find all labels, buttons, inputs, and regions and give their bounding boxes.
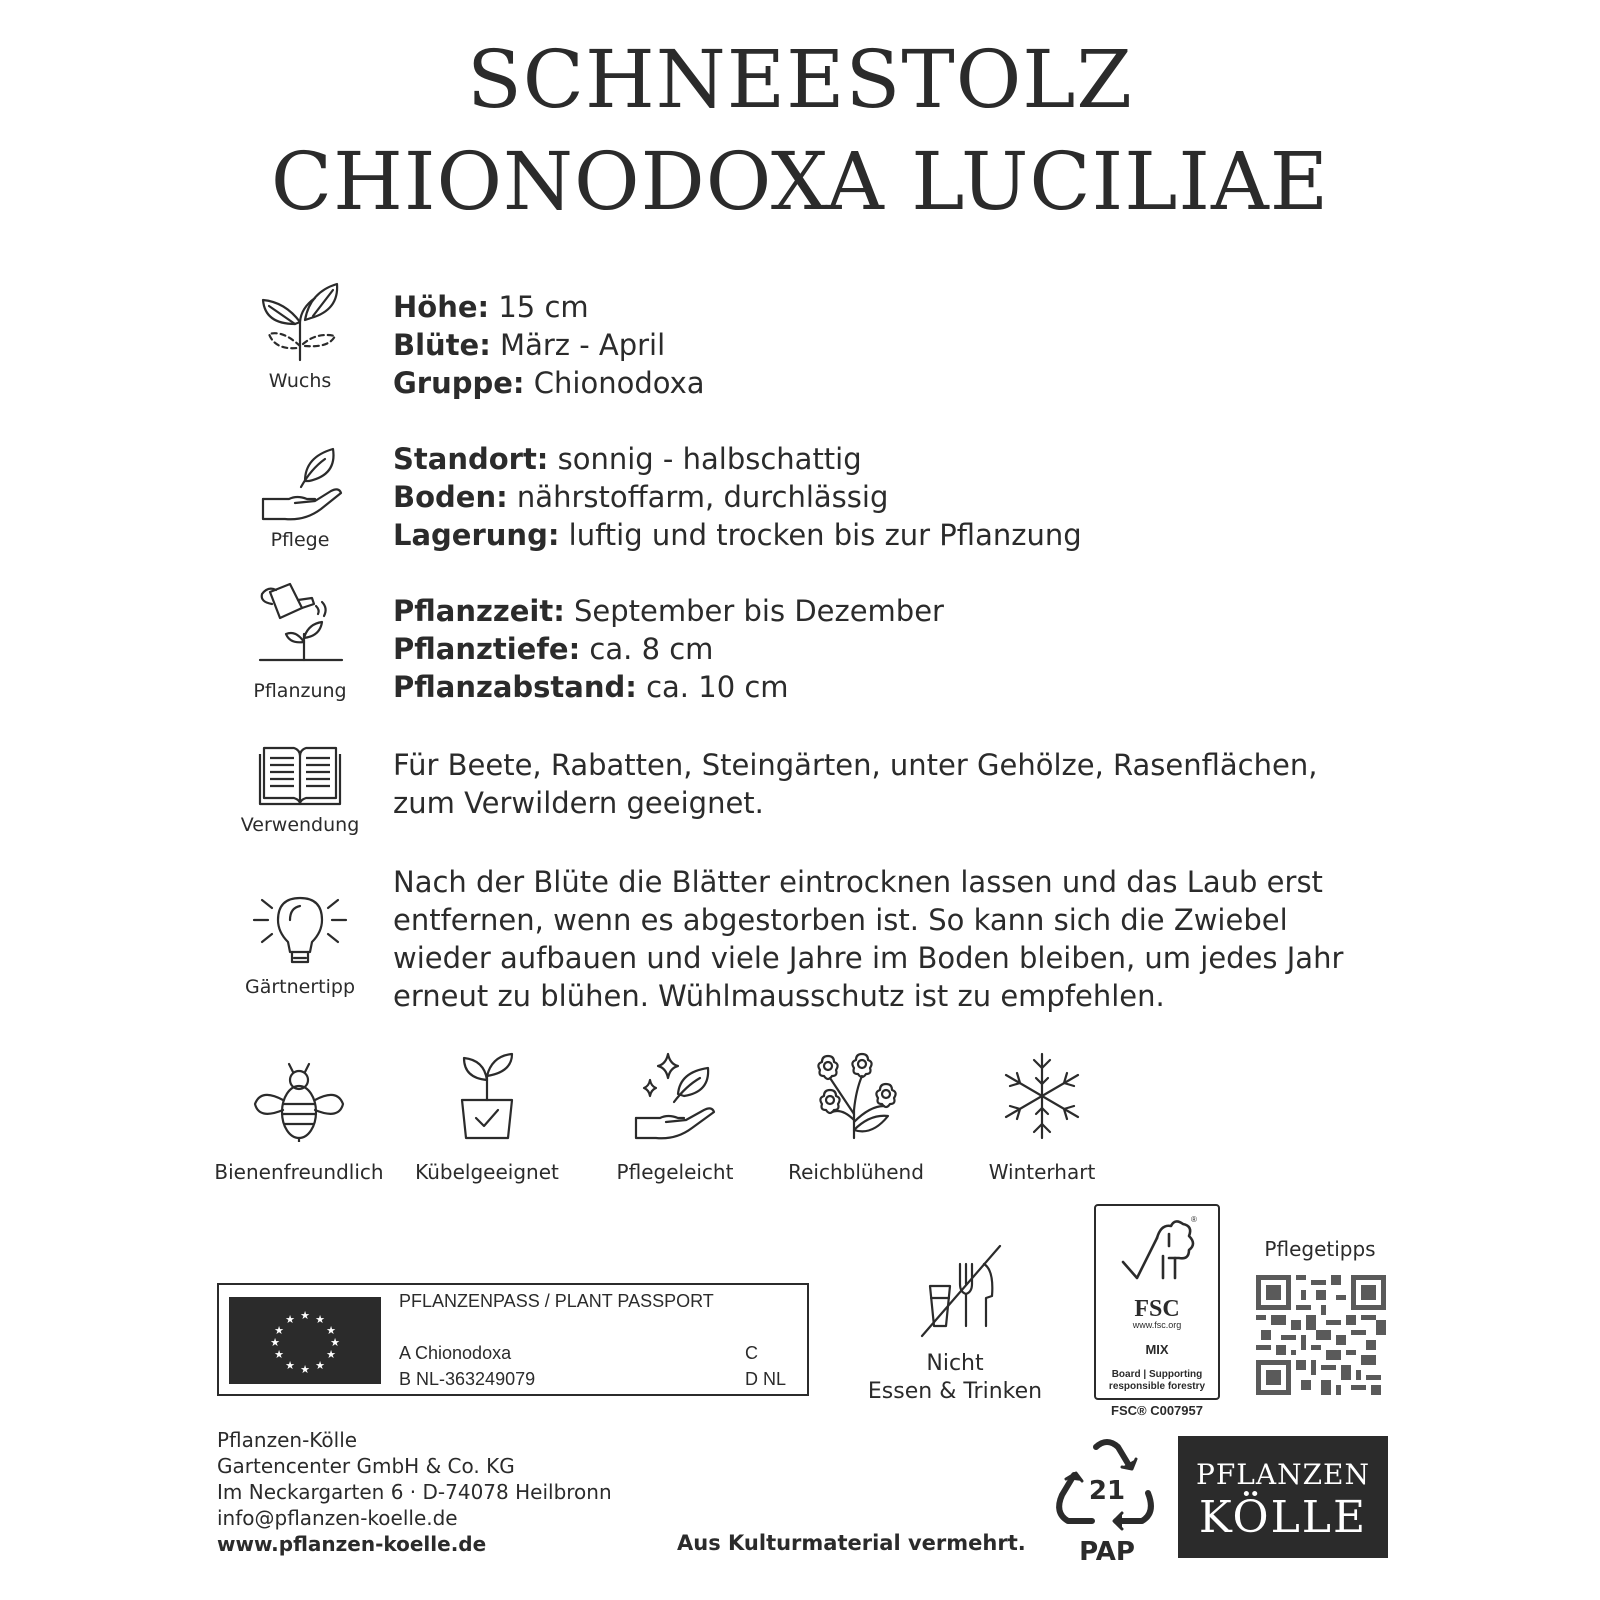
info-row-pflanzabstand bbox=[393, 668, 1393, 706]
pflege-icon-block bbox=[225, 445, 375, 551]
gaertnertipp-label: Gärtnertipp bbox=[244, 976, 356, 998]
bee-icon bbox=[251, 1062, 347, 1142]
verwendung-label: Verwendung bbox=[240, 814, 360, 836]
fsc-url: www.fsc.org bbox=[1132, 1320, 1182, 1330]
address-line-3: Im Neckargarten 6 · D-74078 Heilbronn bbox=[217, 1480, 612, 1504]
info-value: Chionodoxa bbox=[524, 366, 705, 400]
svg-text:★: ★ bbox=[285, 1313, 295, 1326]
svg-text:★: ★ bbox=[274, 1348, 284, 1361]
address-line-1: Pflanzen-Kölle bbox=[217, 1428, 358, 1452]
no-eat-drink-icon bbox=[900, 1240, 1010, 1340]
svg-text:★: ★ bbox=[300, 1363, 310, 1376]
feature-label: Bienenfreundlich bbox=[214, 1160, 384, 1184]
fsc-desc-2: responsible forestry bbox=[1108, 1381, 1206, 1392]
passport-heading: PFLANZENPASS / PLANT PASSPORT bbox=[399, 1291, 714, 1311]
recycling-block bbox=[1052, 1437, 1162, 1567]
company-address bbox=[217, 1427, 612, 1557]
info-row-boden bbox=[393, 478, 1393, 516]
watering-can-icon bbox=[250, 582, 350, 674]
snowflake-icon bbox=[1000, 1050, 1084, 1142]
not-edible-line-2: Essen & Trinken bbox=[867, 1379, 1043, 1404]
pflanzung-info bbox=[393, 592, 1393, 706]
gaertnertipp-text: Nach der Blüte die Blätter eintrocknen lassen und das Laub erst entfernen, wenn es abgestorben ist. So kann sich die Zwiebel wieder aufbauen und viele Jahre im Boden bleiben, um jedes Jahr erneut zu blühen. Wühlmausschutz ist zu empfehlen. bbox=[393, 865, 1344, 1013]
pflanzen-koelle-logo bbox=[1178, 1436, 1388, 1558]
svg-text:★: ★ bbox=[270, 1336, 280, 1349]
info-row-pflanztiefe bbox=[393, 630, 1393, 668]
fsc-code: FSC® C007957 bbox=[1111, 1403, 1203, 1418]
passport-d: D NL bbox=[745, 1369, 787, 1389]
svg-text:®: ® bbox=[1191, 1216, 1197, 1224]
passport-c: C bbox=[745, 1343, 758, 1363]
qr-label: Pflegetipps bbox=[1264, 1237, 1376, 1261]
info-value: ca. 10 cm bbox=[636, 670, 789, 704]
recycling-code: PAP bbox=[1079, 1537, 1135, 1567]
pflanzung-icon-block bbox=[225, 582, 375, 702]
hand-leaf-icon bbox=[255, 445, 345, 523]
info-key: Pflanzabstand: bbox=[393, 670, 637, 704]
info-key: Blüte: bbox=[393, 328, 491, 362]
info-row-bluete bbox=[393, 326, 1393, 364]
info-value: sonnig - halbschattig bbox=[548, 442, 862, 476]
address-line-2: Gartencenter GmbH & Co. KG bbox=[217, 1454, 515, 1478]
logo-line-1: PFLANZEN bbox=[1196, 1458, 1370, 1491]
not-edible-block bbox=[865, 1240, 1045, 1406]
info-value: luftig und trocken bis zur Pflanzung bbox=[559, 518, 1082, 552]
logo-line-2: KÖLLE bbox=[1198, 1492, 1368, 1543]
svg-text:★: ★ bbox=[326, 1348, 336, 1361]
recycling-number: 21 bbox=[1088, 1476, 1126, 1506]
gaertnertipp-icon-block bbox=[225, 890, 375, 998]
info-key: Pflanzzeit: bbox=[393, 594, 565, 628]
wuchs-label: Wuchs bbox=[268, 370, 332, 392]
feature-pflegeleicht bbox=[585, 1062, 765, 1184]
info-value: März - April bbox=[490, 328, 666, 362]
svg-text:★: ★ bbox=[300, 1309, 310, 1322]
address-web[interactable]: www.pflanzen-koelle.de bbox=[217, 1532, 487, 1556]
address-email[interactable]: info@pflanzen-koelle.de bbox=[217, 1506, 458, 1530]
pflege-info bbox=[393, 440, 1393, 554]
info-row-hoehe bbox=[393, 288, 1393, 326]
potted-plant-icon bbox=[452, 1050, 522, 1142]
info-key: Lagerung: bbox=[393, 518, 560, 552]
info-key: Standort: bbox=[393, 442, 549, 476]
wuchs-icon-block bbox=[225, 280, 375, 392]
passport-a: A Chionodoxa bbox=[399, 1343, 512, 1363]
light-bulb-icon bbox=[250, 890, 350, 970]
plant-sprout-icon bbox=[255, 280, 345, 364]
info-key: Pflanztiefe: bbox=[393, 632, 581, 666]
fsc-desc-1: Board | Supporting bbox=[1111, 1369, 1203, 1380]
info-value: ca. 8 cm bbox=[580, 632, 714, 666]
feature-bienenfreundlich bbox=[209, 1062, 389, 1184]
feature-label: Winterhart bbox=[988, 1160, 1096, 1184]
feature-reichbluehend bbox=[766, 1062, 946, 1184]
not-edible-line-1: Nicht bbox=[926, 1351, 984, 1376]
info-value: September bis Dezember bbox=[564, 594, 944, 628]
svg-text:★: ★ bbox=[326, 1324, 336, 1337]
info-key: Gruppe: bbox=[393, 366, 525, 400]
fsc-name: FSC bbox=[1134, 1296, 1180, 1322]
svg-text:★: ★ bbox=[315, 1359, 325, 1372]
plant-passport bbox=[217, 1283, 809, 1396]
verwendung-text: Für Beete, Rabatten, Steingärten, unter Gehölze, Rasenflächen, zum Verwildern geeignet. bbox=[393, 748, 1318, 820]
svg-text:★: ★ bbox=[285, 1359, 295, 1372]
info-value: nährstoffarm, durchlässig bbox=[507, 480, 889, 514]
svg-text:★: ★ bbox=[274, 1324, 284, 1337]
info-row-pflanzzeit bbox=[393, 592, 1393, 630]
info-value: 15 cm bbox=[489, 290, 589, 324]
feature-label: Kübelgeeignet bbox=[415, 1160, 559, 1184]
flowers-icon bbox=[808, 1050, 904, 1142]
feature-label: Pflegeleicht bbox=[616, 1160, 734, 1184]
qr-code-icon[interactable] bbox=[1256, 1275, 1386, 1395]
info-row-standort bbox=[393, 440, 1393, 478]
eu-flag-icon bbox=[229, 1297, 381, 1384]
info-key: Boden: bbox=[393, 480, 508, 514]
info-row-lagerung bbox=[393, 516, 1393, 554]
verwendung-icon-block bbox=[225, 742, 375, 836]
feature-kuebelgeeignet bbox=[397, 1062, 577, 1184]
pflanzung-label: Pflanzung bbox=[253, 680, 347, 702]
info-row-gruppe bbox=[393, 364, 1393, 402]
fsc-tree-icon bbox=[1117, 1216, 1197, 1298]
propagation-note: Aus Kulturmaterial vermehrt. bbox=[677, 1531, 1026, 1555]
open-book-icon bbox=[258, 742, 342, 808]
feature-label: Reichblühend bbox=[788, 1160, 924, 1184]
svg-text:★: ★ bbox=[315, 1313, 325, 1326]
feature-winterhart bbox=[952, 1062, 1132, 1184]
title-line-2: CHIONODOXA LUCILIAE bbox=[270, 135, 1330, 228]
wuchs-info bbox=[393, 288, 1393, 402]
hand-sparkle-leaf-icon bbox=[630, 1050, 720, 1142]
title-line-1: SCHNEESTOLZ bbox=[466, 33, 1134, 126]
passport-b: B NL-363249079 bbox=[399, 1369, 536, 1389]
info-key: Höhe: bbox=[393, 290, 490, 324]
svg-text:★: ★ bbox=[330, 1336, 340, 1349]
fsc-mix: MIX bbox=[1145, 1342, 1169, 1357]
fsc-label bbox=[1094, 1204, 1220, 1418]
pflege-label: Pflege bbox=[270, 529, 330, 551]
